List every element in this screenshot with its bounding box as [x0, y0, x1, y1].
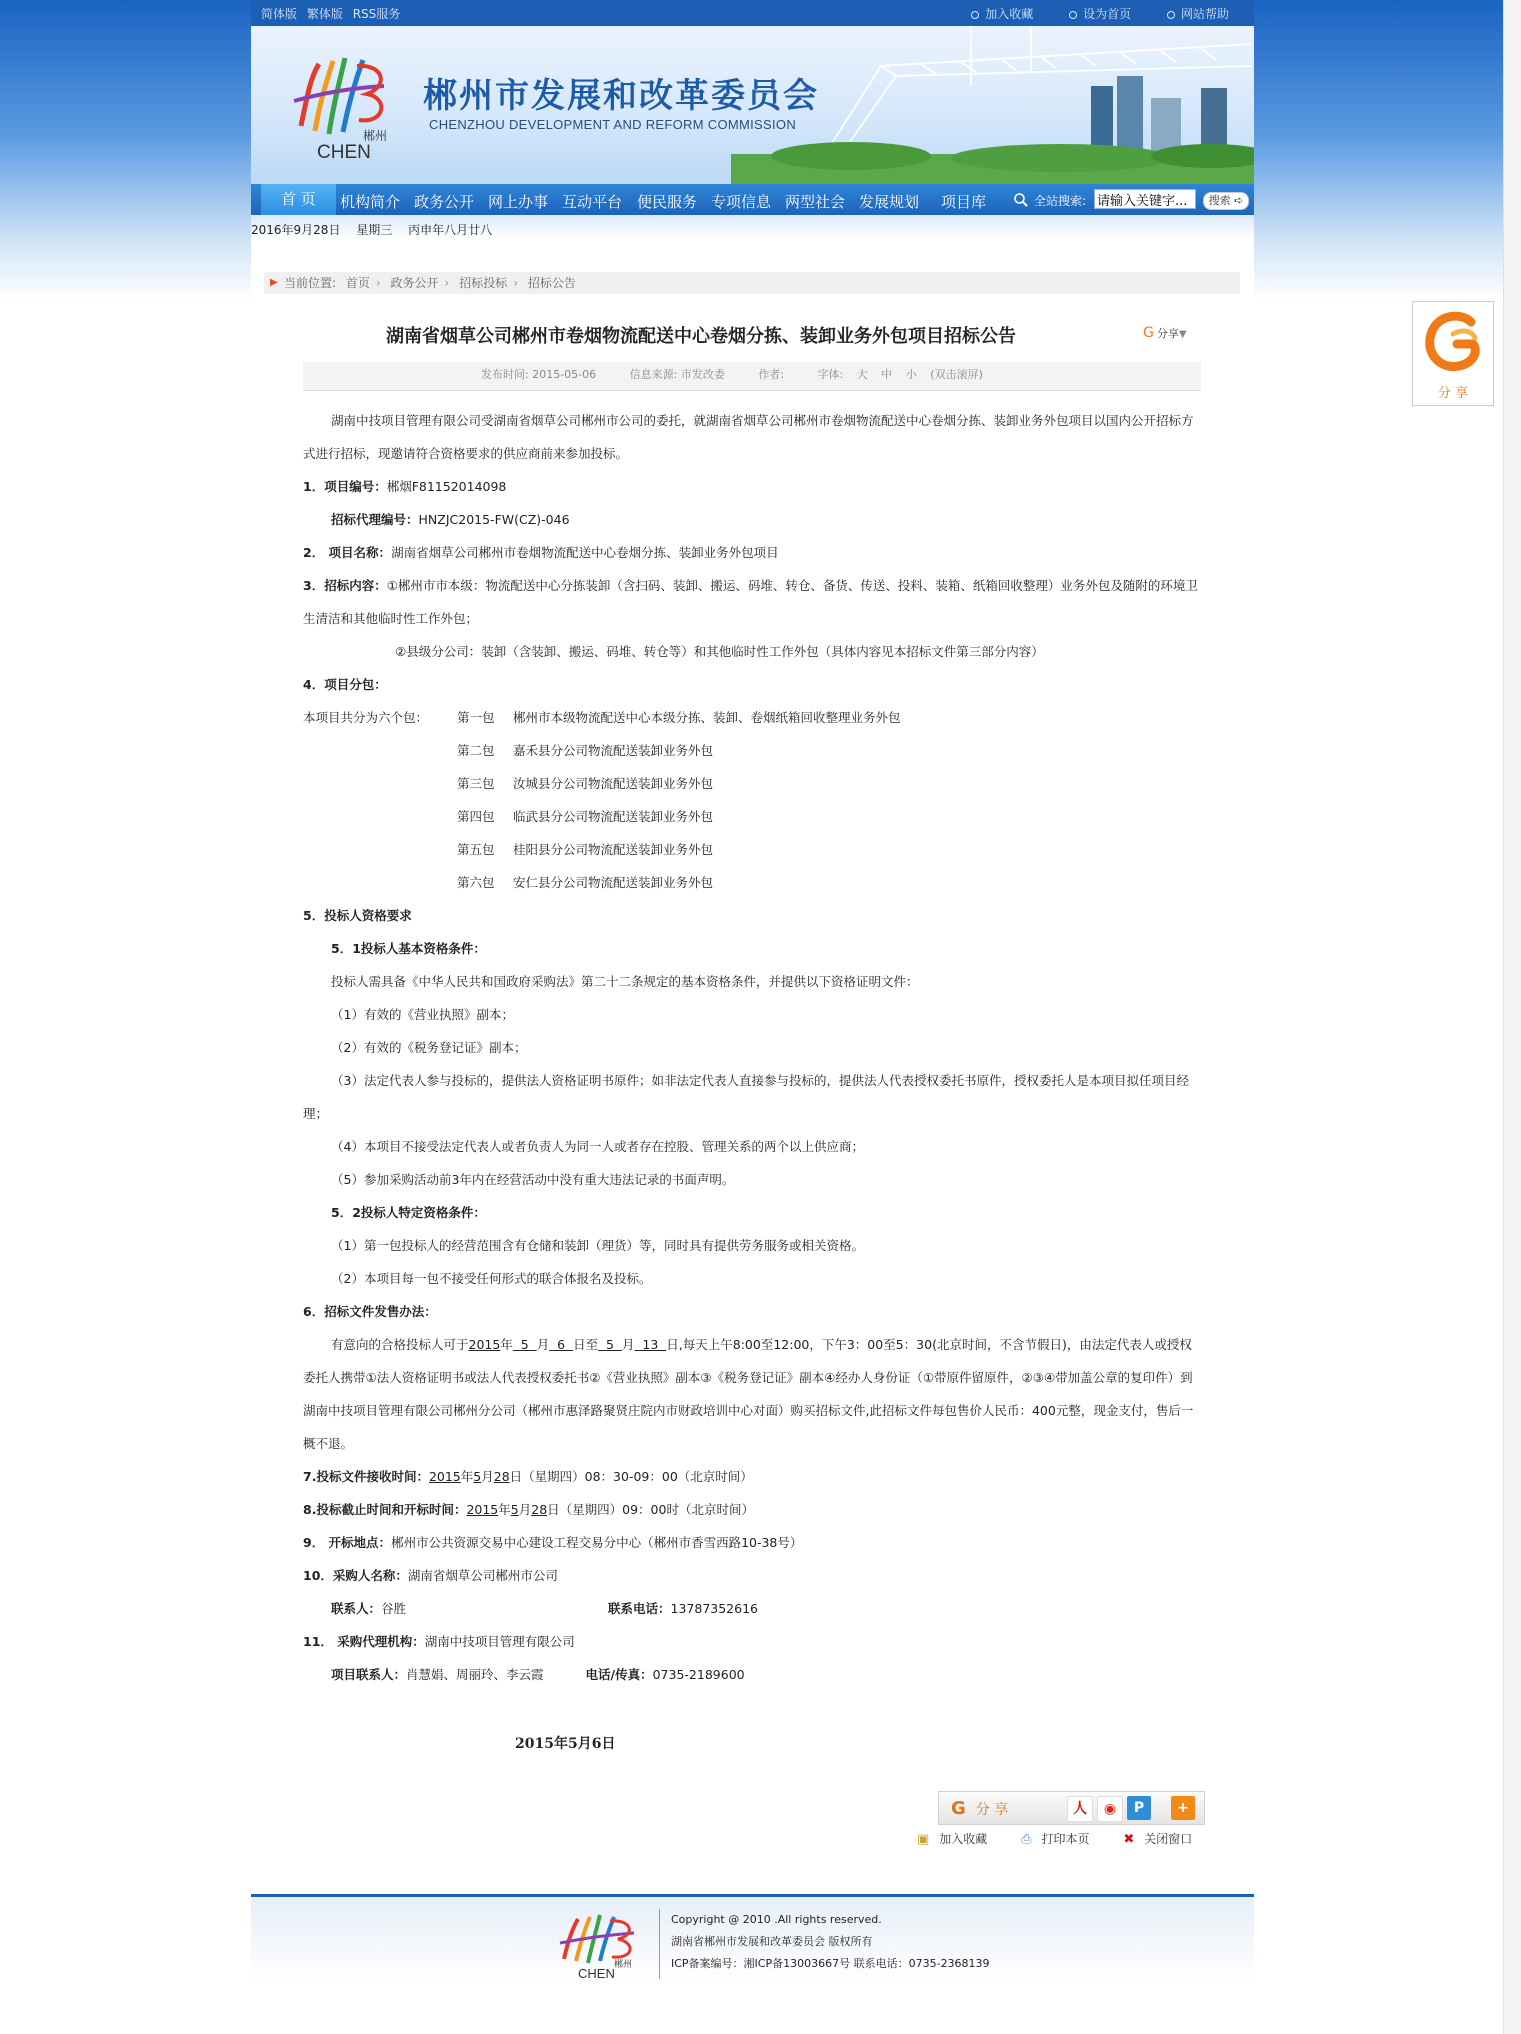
nav-interaction[interactable]: 互动平台: [562, 193, 623, 211]
breadcrumb-label: 当前位置:: [284, 276, 337, 290]
scrollbar[interactable]: [1503, 0, 1521, 2034]
agent-number-line: 招标代理编号：HNZJC2015-FW(CZ)-046: [331, 512, 570, 527]
current-date: 2016年9月28日: [251, 223, 341, 237]
nav-project-library[interactable]: 项目库: [941, 193, 987, 211]
article-body: [303, 404, 1203, 1691]
basic-qualification-intro: 投标人需具备《中华人民共和国政府采购法》第二十二条规定的基本资格条件，并提供以下资格证明文件：: [331, 974, 919, 989]
bid-content-line: 3．招标内容：①郴州市市本级：物流配送中心分拣装卸（含扫码、装卸、搬运、码堆、转仓、备货、传送、投料、装箱、纸箱回收整理）业务外包及随附的环境卫生清洁和其他临时性工作外包；: [303, 578, 1198, 626]
author: 作者:: [758, 368, 785, 381]
top-strip: [251, 0, 1254, 26]
specific-qualification-item: （1）第一包投标人的经营范围含有仓储和装卸（理货）等，同时具有提供劳务服务或相关资格。: [331, 1238, 864, 1253]
purchaser-contact-line: 联系人：谷胜 联系电话：13787352616: [331, 1601, 758, 1616]
print-icon: ⎙: [1021, 1832, 1032, 1847]
arrow-right-icon: ➪: [1234, 194, 1244, 207]
search-button[interactable]: [1203, 192, 1249, 210]
info-source: 信息来源: 市发改委: [629, 368, 725, 381]
breadcrumb: [264, 272, 1240, 294]
package-row: 本项目共分为六个包： 第一包 郴州市本级物流配送中心本级分拣、装卸、卷烟纸箱回收整理业务外包: [303, 710, 901, 725]
qualification-item: （2）有效的《税务登记证》副本；: [331, 1040, 527, 1055]
close-icon: ✖: [1123, 1832, 1135, 1847]
nav-government-affairs[interactable]: 政务公开: [414, 193, 475, 211]
footer: [251, 1897, 1254, 2017]
qualification-item: （5）参加采购活动前3年内在经营活动中没有重大违法记录的书面声明。: [331, 1172, 735, 1187]
date-line: [251, 221, 504, 238]
article-meta: [303, 362, 1201, 391]
breadcrumb-separator-icon: ›: [513, 276, 519, 290]
agency-line: 11． 采购代理机构：湖南中技项目管理有限公司: [303, 1634, 575, 1649]
qualification-item: （3）法定代表人参与投标的，提供法人资格证明书原件；如非法定代表人直接参与投标的，提供法人代表授权委托书原件，授权委托人是本项目拟任项目经理；: [303, 1073, 1189, 1121]
footer-text: [671, 1909, 990, 1975]
add-favorite-link[interactable]: 加入收藏: [971, 7, 1033, 21]
opening-location-line: 9． 开标地点：郴州市公共资源交易中心建设工程交易分中心（郴州市香雪西路10-38号）: [303, 1535, 803, 1550]
page-actions: [917, 1830, 1192, 1847]
owner: 湖南省郴州市发展和改革委员会 版权所有: [671, 1935, 873, 1948]
breadcrumb-government-affairs[interactable]: 政务公开: [390, 276, 439, 290]
traditional-link[interactable]: 繁体版: [306, 7, 343, 21]
svg-text:CHEN: CHEN: [578, 1966, 615, 1979]
search-input[interactable]: [1094, 189, 1196, 209]
footer-logo-icon: [556, 1909, 646, 1979]
share-logo-icon: G: [1143, 325, 1154, 341]
receipt-time-line: 7.投标文件接收时间：2015年5月28日（星期四）08：30-09：00（北京时间）: [303, 1469, 753, 1484]
document-sale-paragraph: 有意向的合格投标人可于2015年 5 月 6 日至 5 月 13 日,每天上午8:00至12:00，下午3：00至5：30(北京时间，不含节假日)，由法定代表人或授权委托人携带①法人资格证明书或法人代表授权委托书②《营业执照》副本③《税务登记证》副本④经办人身份证（①带原件留原件，②③④带加盖公章的复印件）到湖南中技项目管理有限公司郴州分公司（郴州市惠泽路聚贤庄院内市财政培训中心对面）购买招标文件,此招标文件每包售价人民币：400元整，现金支付，售后一概不退。: [303, 1337, 1194, 1451]
main-nav: [251, 184, 1254, 215]
package-row: 第四包 临武县分公司物流配送装卸业务外包: [457, 809, 714, 824]
print-action[interactable]: 打印本页: [1041, 1832, 1090, 1846]
svg-text:郴州: 郴州: [614, 1960, 633, 1970]
nav-about[interactable]: 机构简介: [340, 193, 401, 211]
svg-text:CHEN: CHEN: [317, 142, 371, 163]
chenzhou-logo-icon[interactable]: [289, 46, 399, 166]
article-title: 湖南省烟草公司郴州市卷烟物流配送中心卷烟分拣、装卸业务外包项目招标公告: [386, 326, 1016, 347]
breadcrumb-arrow-icon: ▶: [270, 277, 278, 288]
svg-text:郴州: 郴州: [363, 129, 388, 143]
breadcrumb-home[interactable]: 首页: [345, 276, 370, 290]
deadline-line: 8.投标截止时间和开标时间：2015年5月28日（星期四）09：00时（北京时间）: [303, 1502, 754, 1517]
font-size-small[interactable]: 小: [905, 368, 917, 381]
page-container: [251, 0, 1254, 2034]
crane-skyline-illustration: [731, 26, 1254, 184]
nav-development-plan[interactable]: 发展规划: [859, 193, 920, 211]
package-row: 第五包 桂阳县分公司物流配送装卸业务外包: [457, 842, 714, 857]
weibo-icon[interactable]: ◉: [1097, 1796, 1123, 1822]
site-subtitle: CHENZHOU DEVELOPMENT AND REFORM COMMISSION: [429, 117, 797, 132]
icp-info: ICP备案编号：湘ICP备13003667号 联系电话：0735-2368139: [671, 1957, 990, 1970]
double-click-scroll: (双击滚屏): [930, 368, 983, 381]
lunar-date: 丙申年八月廿八: [408, 223, 493, 237]
font-size-label: 字体:: [817, 368, 844, 381]
current-weekday: 星期三: [356, 223, 393, 237]
search-label: 全站搜索:: [1034, 194, 1087, 208]
specific-qualification-item: （2）本项目每一包不接受任何形式的联合体报名及投标。: [331, 1271, 652, 1286]
intro-paragraph: 湖南中技项目管理有限公司受湖南省烟草公司郴州市公司的委托，就湖南省烟草公司郴州市卷烟物流配送中心卷烟分拣、装卸业务外包项目以国内公开招标方式进行招标，现邀请符合资格要求的供应商前来参加投标。: [303, 413, 1194, 461]
caret-down-icon: ▼: [1178, 329, 1187, 340]
rss-link[interactable]: RSS服务: [352, 7, 401, 21]
font-size-large[interactable]: 大: [856, 368, 868, 381]
share-label: 分享: [1156, 327, 1179, 340]
nav-home[interactable]: 首 页: [261, 184, 336, 215]
specific-qualification-heading: 5．2投标人特定资格条件：: [331, 1205, 486, 1220]
qualification-heading: 5．投标人资格要求: [303, 908, 412, 923]
renren-icon[interactable]: 人: [1067, 1796, 1093, 1822]
breadcrumb-bidding[interactable]: 招标投标: [459, 276, 508, 290]
package-row: 第三包 汝城县分公司物流配送装卸业务外包: [457, 776, 714, 791]
breadcrumb-current[interactable]: 招标公告: [527, 276, 576, 290]
breadcrumb-separator-icon: ›: [444, 276, 450, 290]
font-size-medium[interactable]: 中: [881, 368, 893, 381]
agency-contact-line: 项目联系人：肖慧娟、周丽玲、李云霞 电话/传真：0735-2189600: [331, 1667, 745, 1682]
floating-share-widget[interactable]: [1412, 301, 1494, 406]
header-banner: [251, 26, 1254, 184]
project-number-line: 1．项目编号：郴烟F81152014098: [303, 479, 507, 494]
share-logo-icon: [1423, 308, 1483, 376]
package-heading: 4．项目分包：: [303, 677, 387, 692]
package-row: 第二包 嘉禾县分公司物流配送装卸业务外包: [457, 743, 714, 758]
nav-public-services[interactable]: 便民服务: [637, 193, 698, 211]
more-plus-icon[interactable]: +: [1171, 1796, 1195, 1820]
qualification-item: （1）有效的《营业执照》副本；: [331, 1007, 514, 1022]
simplified-link[interactable]: 简体版: [261, 7, 298, 21]
copyright: Copyright @ 2010 .All rights reserved.: [671, 1913, 882, 1926]
basic-qualification-heading: 5．1投标人基本资格条件：: [331, 941, 486, 956]
package-row: 第六包 安仁县分公司物流配送装卸业务外包: [457, 875, 714, 890]
close-window-action[interactable]: 关闭窗口: [1144, 1832, 1193, 1846]
nav-online-services[interactable]: 网上办事: [488, 193, 549, 211]
site-help-link[interactable]: 网站帮助: [1167, 7, 1229, 21]
favorite-icon: ▣: [917, 1832, 930, 1847]
site-title: 郴州市发展和改革委员会: [423, 76, 819, 116]
qzone-icon[interactable]: P: [1127, 1796, 1151, 1820]
language-links: [261, 5, 406, 22]
set-homepage-link[interactable]: 设为首页: [1069, 7, 1131, 21]
nav-two-type-society[interactable]: 两型社会: [785, 193, 846, 211]
publish-time: 发布时间: 2015-05-06: [481, 368, 597, 381]
share-logo-icon: G: [951, 1798, 966, 1819]
signature-date: 2015年5月6日: [515, 1736, 616, 1752]
purchaser-line: 10．采购人名称：湖南省烟草公司郴州市公司: [303, 1568, 558, 1583]
footer-separator: [659, 1909, 660, 1979]
share-bar: [938, 1791, 1205, 1825]
document-sale-heading: 6．招标文件发售办法：: [303, 1304, 437, 1319]
qualification-item: （4）本项目不接受法定代表人或者负责人为同一人或者存在控股、管理关系的两个以上供应商；: [331, 1139, 864, 1154]
project-name-line: 2． 项目名称：湖南省烟草公司郴州市卷烟物流配送中心卷烟分拣、装卸业务外包项目: [303, 545, 779, 560]
search-icon: [1013, 192, 1029, 208]
bid-content-line-2: ②县级分公司：装卸（含装卸、搬运、码堆、转仓等）和其他临时性工作外包（具体内容见本招标文件第三部分内容）: [395, 644, 1044, 659]
share-bar-label[interactable]: G 分 享: [951, 1798, 1009, 1819]
search-button-label: 搜索: [1208, 194, 1231, 207]
breadcrumb-separator-icon: ›: [375, 276, 381, 290]
floating-share-label: 分 享: [1437, 386, 1469, 401]
share-dropdown[interactable]: [1143, 325, 1187, 341]
utility-links: [939, 5, 1229, 22]
nav-special-info[interactable]: 专项信息: [711, 193, 772, 211]
add-favorite-action[interactable]: 加入收藏: [939, 1832, 988, 1846]
